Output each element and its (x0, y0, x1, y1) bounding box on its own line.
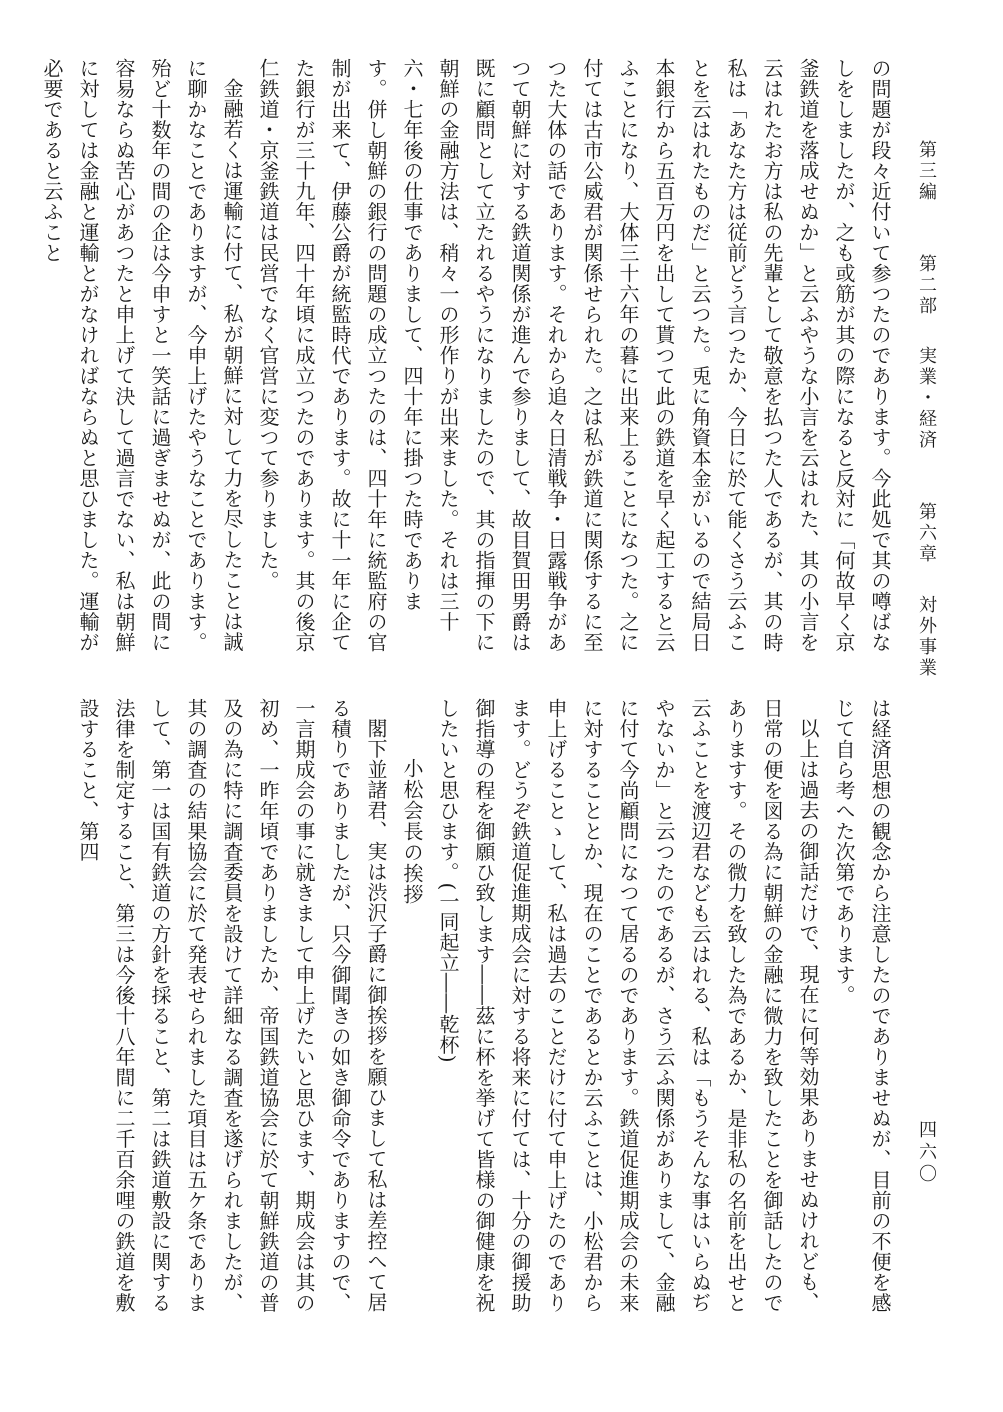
paragraph: 金融若くは運輸に付て、私が朝鮮に対して力を尽したことは誠に聊かなことでありますが、今申上げたやうなことであります。殆ど十数年の間の企は今申すと一笑話に過ぎませぬが、此の間に容易ならぬ苦心があつたと申上げて決して過言でない、私は朝鮮に対しては金融と運輸とがなければならぬと思ひました。運輸が必要であると云ふこと (40, 58, 244, 653)
header-part: 第三編 (916, 140, 937, 203)
paragraph: 閣下並諸君、実は渋沢子爵に御挨拶を願ひまして私は差控へて居る積りでありましたが、只今御聞きの如き御命令でありますので、一言期成会の事に就きまして申上げたいと思ひます、期成会は其の初め、一昨年頃でありましたか、帝国鉄道協会に於て朝鮮鉄道の普及の為に特に調査委員を設けて詳細なる調査を遂げられましたが、其の調査の結果協会に於て発表せられました項目は五ケ条でありまして、第一は国有鉄道の方針を採ること、第二は鉄道敷設に関する法律を制定すること、第三は今後十八年間に二千百余哩の鉄道を敷設すること、第四 (76, 698, 388, 1313)
section-heading: 小松会長の挨拶 (400, 758, 424, 905)
header-chapter-title: 対外事業 (916, 594, 937, 679)
header-chapter: 第六章 (916, 502, 937, 566)
page-number: 四六〇 (916, 1120, 937, 1186)
paragraph: 以上は過去の御話だけで、現在に何等効果ありませぬけれども、日常の便を図る為に朝鮮の金融に微力を致したことを御話したのでありますす。その微力を致した為であるか、是非私の名前を出せと云ふことを渡辺君なども云はれる、私は「もうそんな事はいらぬぢやないか」と云つたのであるが、さう云ふ関係がありまして、金融に付て今尚顧問になつて居るのであります。鉄道促進期成会の未来に対することとか、現在のことであるとか云ふことは、小松君から申上げることゝして、私は過去のことだけに付て申上げたのであります。どうぞ鉄道促進期成会に対する将来に付ては、十分の御援助御指導の程を御願ひ致します――茲に杯を挙げて皆様の御健康を祝したいと思ひます。(一同起立――乾杯) (436, 698, 820, 1313)
running-header (913, 140, 939, 679)
bottom-text-block (58, 698, 898, 1318)
header-category: 実業・経済 (916, 346, 937, 452)
paragraph: の問題が段々近付いて参つたのであります。今此処で其の噂ばなしをしましたが、之も或筋が其の際になると反対に「何故早く京釜鉄道を落成せぬか」と云ふやうな小言を云はれた、其の小言を云はれたお方は私の先輩として敬意を払つた人であるが、其の時私は「あなた方は従前どう言つたか、今日に於て能くさう云ふことを云はれたものだ」と云つた。兎に角資本金がいるので結局日本銀行から五百万円を出して貰つて此の鉄道を早く起工すると云ふことになり、大体三十六年の暮に出来上ることになつた。之に付ては古市公威君が関係せられた。之は私が鉄道に関係するに至つた大体の話であります。それから追々日清戦争・日露戦争があつて朝鮮に対する鉄道関係が進んで参りまして、故目賀田男爵は既に顧問として立たれるやうになりましたので、其の指揮の下に朝鮮の金融方法は、稍々一の形作りが出来ました。それは三十六・七年後の仕事でありまして、四十年に掛つた時でありま す。併し朝鮮の銀行の問題の成立つたのは、四十年に統監府の官制が出来て、伊藤公爵が統監時代であります。故に十一年に企てた銀行が三十九年、四十年頃に成立つたのであります。其の後京仁鉄道・京釜鉄道は民営でなく官営に変つて参りました。 (256, 58, 892, 653)
header-section: 第二部 (916, 253, 937, 317)
top-text-block (40, 58, 898, 658)
paragraph: は経済思想の観念から注意したのでありませぬが、目前の不便を感じて自ら考へた次第であります。 (832, 698, 892, 1313)
